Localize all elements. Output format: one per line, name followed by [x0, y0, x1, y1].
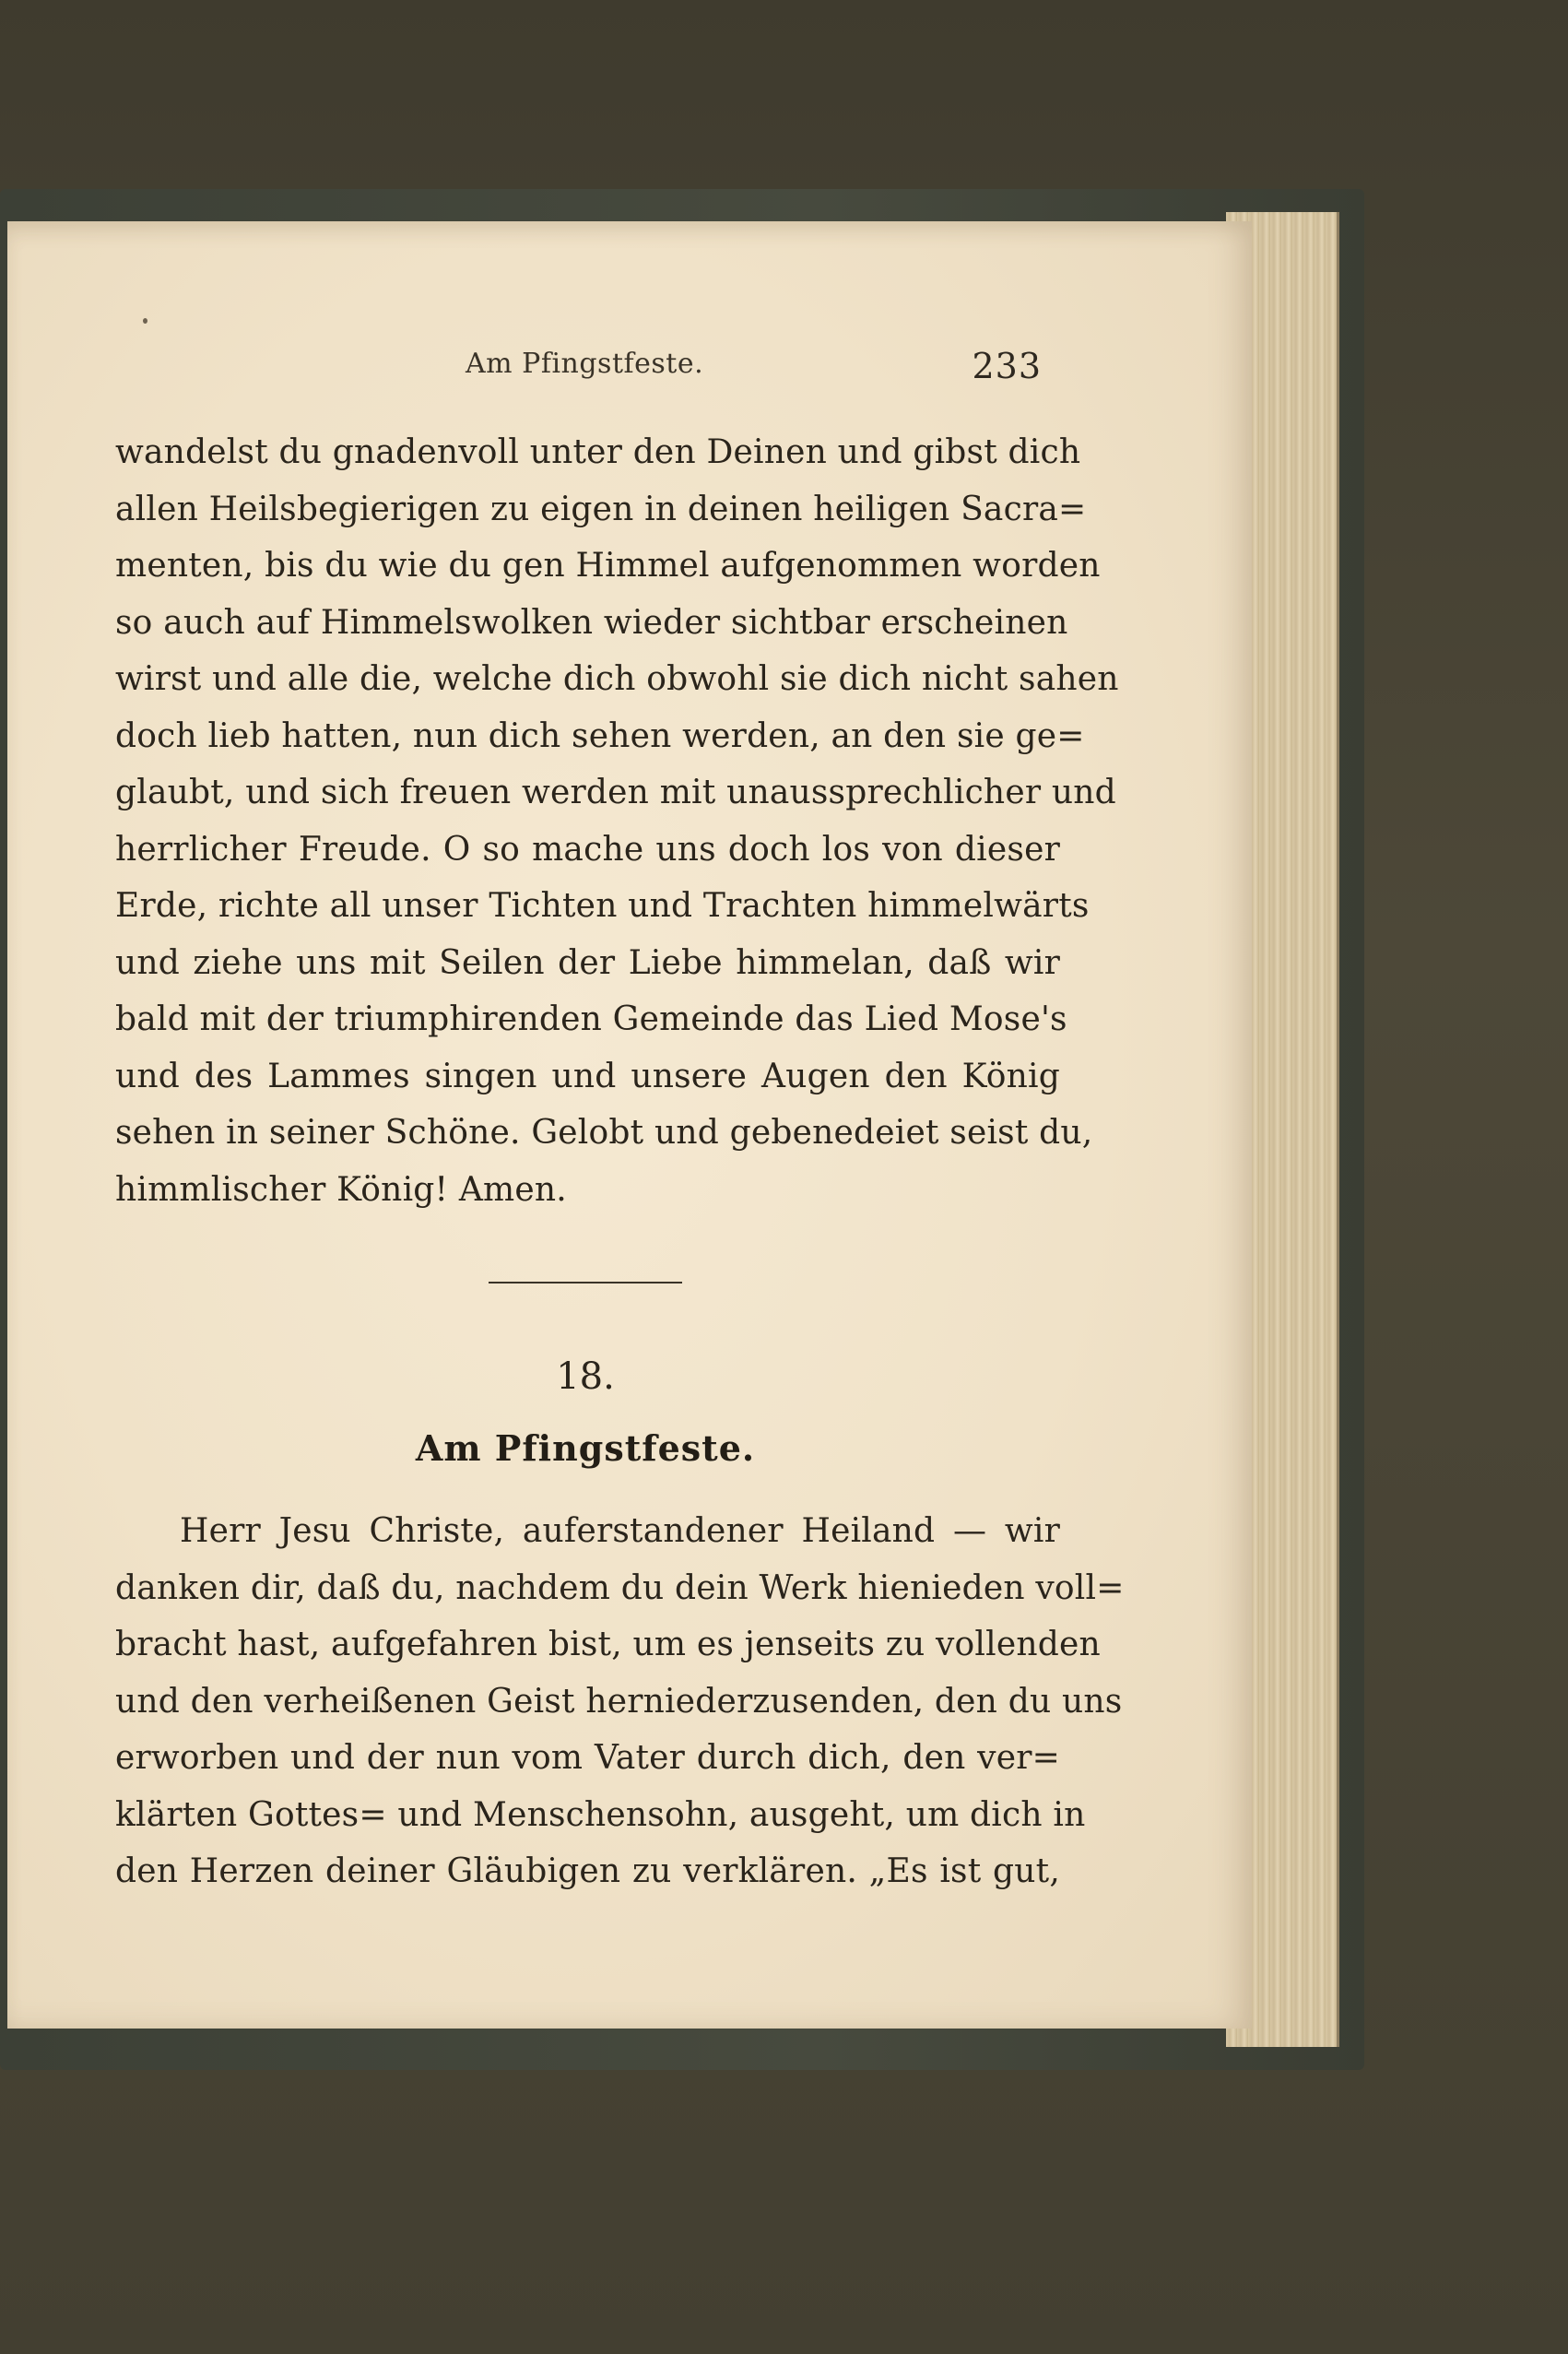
text-line: bracht hast, aufgefahren bist, um es jenseits zu vollenden: [115, 1626, 1101, 1663]
text-line: Erde, richte all unser Tichten und Trachten himmelwärts: [115, 887, 1090, 925]
continued-paragraph: [115, 424, 1119, 1218]
text-line: und ziehe uns mit Seilen der Liebe himmelan, daß wir: [115, 943, 1060, 982]
text-line: wirst und alle die, welche dich obwohl sie dich nicht sahen: [115, 660, 1119, 698]
text-line: den Herzen deiner Gläubigen zu verklären. „Es ist gut,: [115, 1852, 1060, 1890]
text-line: so auch auf Himmelswolken wieder sichtbar erscheinen: [115, 603, 1068, 642]
text-line: allen Heilsbegierigen zu eigen in deinen heiligen Sacra=: [115, 490, 1087, 528]
page-number: 233: [972, 346, 1042, 386]
text-line: klärten Gottes= und Menschensohn, ausgeht, um dich in: [115, 1795, 1086, 1834]
text-line: menten, bis du wie du gen Himmel aufgenommen worden: [115, 547, 1101, 585]
text-line: himmlischer König! Amen.: [115, 1170, 567, 1209]
ink-spot: [143, 318, 147, 324]
section-number: 18.: [556, 1355, 615, 1398]
text-line: wandelst du gnadenvoll unter den Deinen und gibst dich: [115, 433, 1081, 471]
text-line: sehen in seiner Schöne. Gelobt und gebenedeiet seist du,: [115, 1114, 1093, 1152]
text-line: herrlicher Freude. O so mache uns doch los von dieser: [115, 830, 1060, 869]
text-line: danken dir, daß du, nachdem du dein Werk hienieden voll=: [115, 1568, 1125, 1607]
running-title: Am Pfingstfeste.: [466, 348, 704, 380]
running-header: [111, 346, 1042, 392]
text-line: bald mit der triumphirenden Gemeinde das Lied Mose's: [115, 1000, 1067, 1038]
text-line: erworben und der nun vom Vater durch dich, den ver=: [115, 1739, 1060, 1777]
text-line: glaubt, und sich freuen werden mit unaussprechlicher und: [115, 774, 1116, 811]
text-line: und den verheißenen Geist herniederzusenden, den du uns: [115, 1682, 1123, 1721]
section-title: Am Pfingstfeste.: [415, 1427, 756, 1469]
text-line: Herr Jesu Christe, auferstandener Heiland — wir: [180, 1512, 1060, 1550]
new-paragraph: [115, 1503, 1125, 1900]
text-line: und des Lammes singen und unsere Augen den König: [115, 1057, 1060, 1095]
text-line: doch lieb hatten, nun dich sehen werden, an den sie ge=: [115, 716, 1085, 755]
section-divider: [489, 1282, 682, 1283]
